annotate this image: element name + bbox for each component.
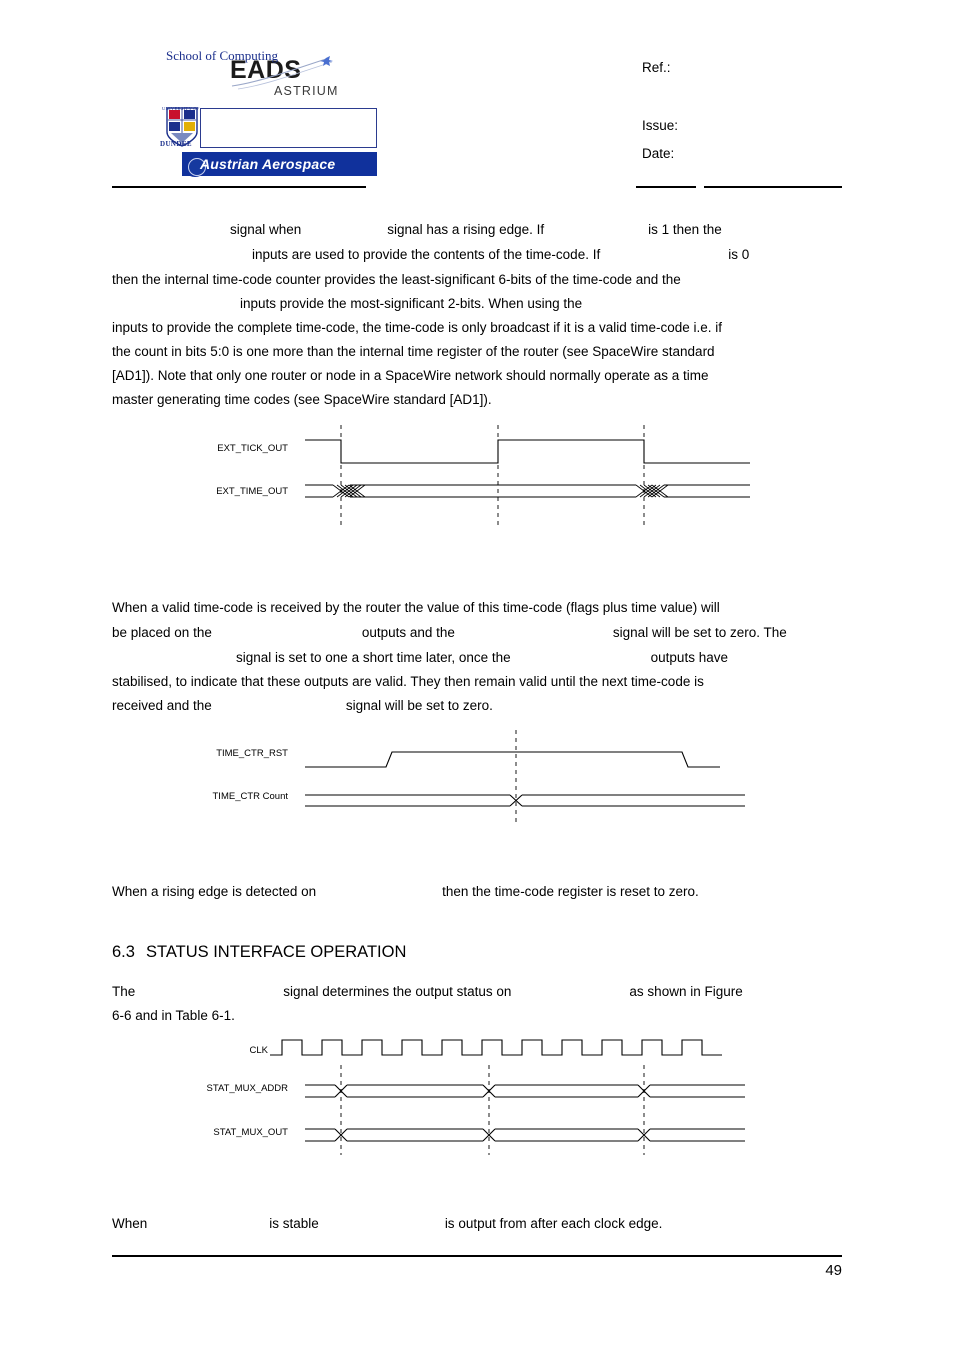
p1-l1-c: is 1 then the	[648, 222, 722, 237]
p1-l2-a: inputs are used to provide the contents of the time-code. If	[252, 247, 601, 262]
p5-b: is stable	[269, 1216, 319, 1231]
eads-wordmark: EADS	[230, 56, 302, 84]
p2-l4: stabilised, to indicate that these outputs are valid. They then remain valid until the next time-code is	[112, 674, 704, 689]
signal-label-stat-mux-out: STAT_MUX_OUT	[213, 1127, 288, 1138]
section-title: STATUS INTERFACE OPERATION	[146, 943, 407, 961]
university-of-label: UNIVERSITY OF	[162, 106, 200, 111]
section-number: 6.3	[112, 943, 135, 961]
p2-l1: When a valid time-code is received by the router the value of this time-code (flags plus time value) will	[112, 600, 720, 615]
p4-l1-b: signal determines the output status on	[283, 984, 512, 999]
p3-a: When a rising edge is detected on	[112, 884, 317, 899]
header-divider-gap-left	[366, 184, 636, 189]
p2-l2-a: be placed on the	[112, 625, 212, 640]
paragraph-5	[112, 1212, 842, 1237]
page-header	[112, 40, 842, 185]
p1-l2-b: is 0	[728, 247, 750, 262]
austrian-aerospace-label: Austrian Aerospace	[200, 156, 336, 172]
paragraph-1-line-6	[112, 340, 842, 365]
p1-l4-a: inputs provide the most-significant 2-bits. When using the	[240, 296, 583, 311]
logo-block	[152, 40, 402, 185]
signal-label-clk: CLK	[249, 1045, 268, 1056]
header-divider-gap-right	[696, 184, 704, 189]
p1-l6: the count in bits 5:0 is one more than the internal time register of the router (see SpaceWire standard	[112, 344, 715, 359]
signal-label-time-ctr-count: TIME_CTR Count	[212, 791, 288, 802]
paragraph-1-line-3	[112, 268, 842, 293]
timing-waveforms-1	[150, 425, 790, 535]
paragraph-4-line-2	[112, 1004, 842, 1029]
p2-l5-a: received and the	[112, 698, 212, 713]
p2-l2-b: outputs and the	[361, 625, 455, 640]
paragraph-1-line-1	[112, 218, 842, 243]
paragraph-3	[112, 880, 842, 905]
eads-astrium-logo	[230, 58, 350, 110]
p1-l1-b: signal has a rising edge. If	[387, 222, 545, 237]
p1-l1-a: signal when	[230, 222, 302, 237]
p5-c: is output from after each clock edge.	[444, 1216, 663, 1231]
p4-l1-a: The	[112, 984, 136, 999]
dundee-label: DUNDEE	[160, 140, 192, 148]
p1-l7: [AD1]). Note that only one router or node in a SpaceWire network should normally operate as a time	[112, 368, 709, 383]
p2-l5-b: signal will be set to zero.	[345, 698, 493, 713]
paragraph-4-line-1	[112, 980, 842, 1005]
p2-l3-b: outputs have	[650, 650, 728, 665]
p1-l3: then the internal time-code counter provides the least-significant 6-bits of the time-code and the	[112, 272, 681, 287]
p2-l3-a: signal is set to one a short time later, once the	[236, 650, 511, 665]
paragraph-2-line-4	[112, 670, 842, 695]
astrium-wordmark: ASTRIUM	[274, 84, 339, 98]
footer-divider	[112, 1255, 842, 1257]
paragraph-2-line-5	[112, 694, 842, 719]
timing-waveforms-2	[150, 730, 790, 835]
signal-label-ext-tick-out: EXT_TICK_OUT	[217, 443, 288, 454]
p5-a: When	[112, 1216, 148, 1231]
p2-l2-c: signal will be set to zero. The	[612, 625, 787, 640]
p1-l5: inputs to provide the complete time-code, the time-code is only broadcast if it is a valid time-code i.e. if	[112, 320, 723, 335]
meta-date-label: Date:	[642, 146, 675, 161]
school-of-computing-label: School of Computing	[166, 48, 278, 63]
timing-diagram-ext-tick-out	[150, 425, 790, 535]
paragraph-1-line-7	[112, 364, 842, 389]
p3-b: then the time-code register is reset to zero.	[442, 884, 699, 899]
paragraph-2-line-1	[112, 596, 842, 621]
section-heading-6-3	[112, 943, 406, 962]
meta-issue-label: Issue:	[642, 118, 679, 133]
p1-l8: master generating time codes (see SpaceWire standard [AD1]).	[112, 392, 492, 407]
signal-label-stat-mux-addr: STAT_MUX_ADDR	[206, 1083, 288, 1094]
p4-l2: 6-6 and in Table 6-1.	[112, 1008, 235, 1023]
timing-diagram-time-ctr	[150, 730, 790, 835]
page-number: 49	[825, 1262, 842, 1279]
paragraph-2-line-3	[112, 646, 842, 671]
meta-ref-label: Ref.:	[642, 60, 671, 75]
paragraph-1-line-4	[112, 292, 842, 317]
p4-l1-c: as shown in Figure	[629, 984, 743, 999]
paragraph-1-line-5	[112, 316, 842, 341]
school-of-computing-box	[200, 108, 377, 148]
paragraph-2-line-2	[112, 621, 842, 646]
paragraph-1-line-2	[112, 243, 842, 268]
signal-label-ext-time-out: EXT_TIME_OUT	[216, 486, 288, 497]
timing-diagram-stat-mux	[150, 1035, 790, 1170]
paragraph-1-line-8	[112, 388, 842, 413]
signal-label-time-ctr-rst: TIME_CTR_RST	[216, 748, 288, 759]
